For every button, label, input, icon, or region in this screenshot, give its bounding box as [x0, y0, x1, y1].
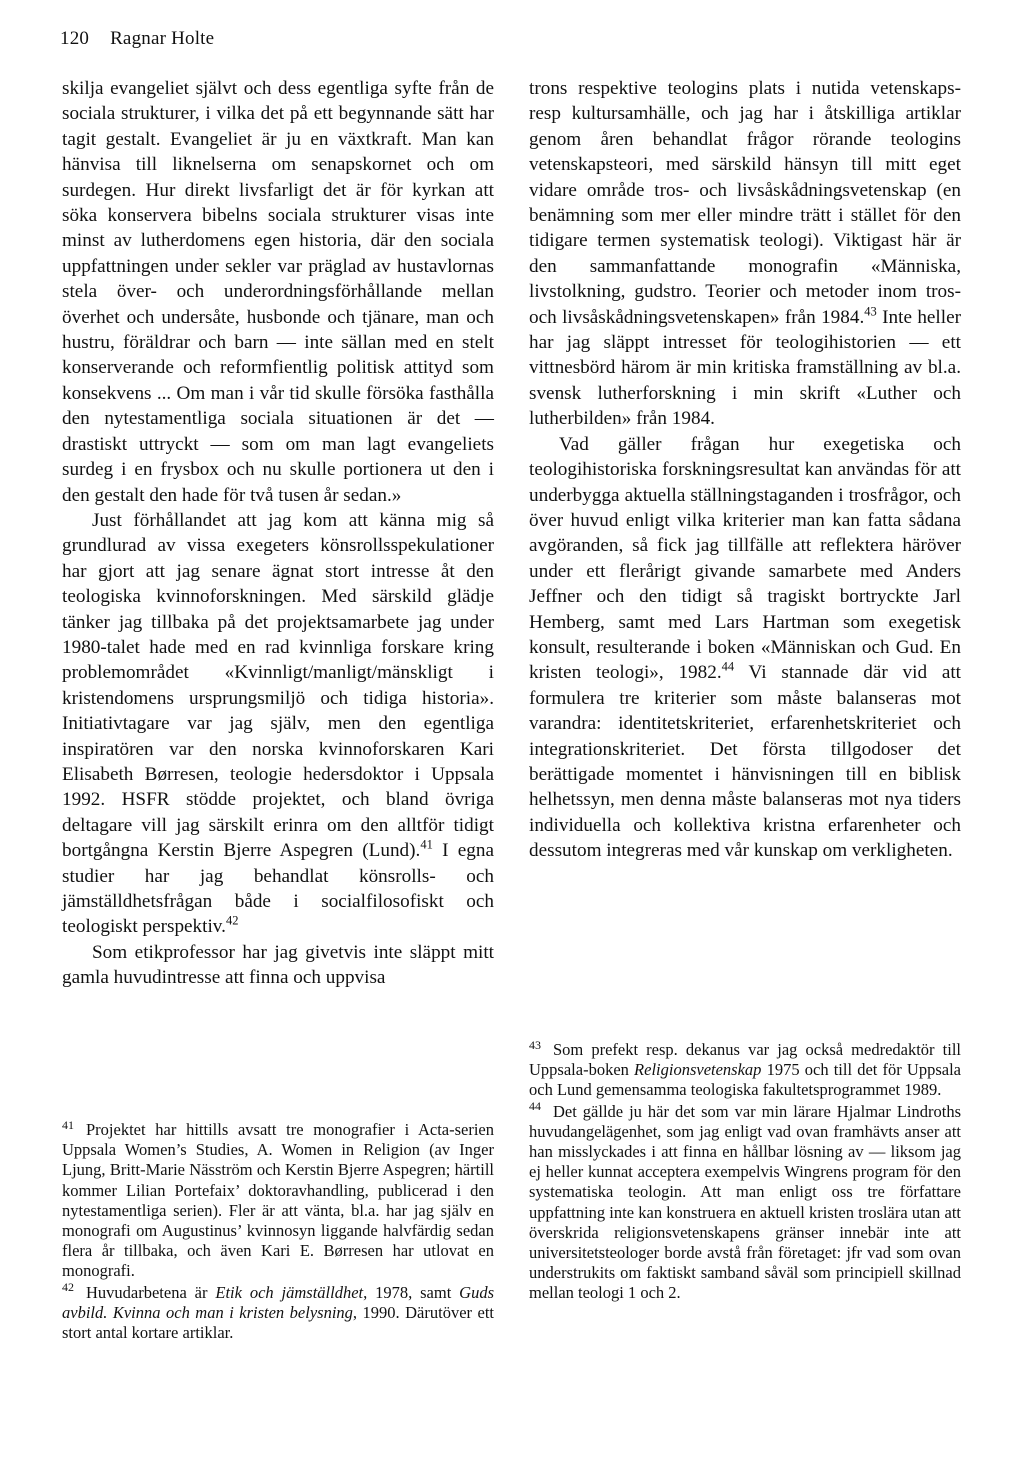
paragraph-text: Inte heller har jag släppt intresset för teologihistorien — ett vittnesbörd härom är min kritiska framställning av bl.a. svensk lutherforskning i min skrift «Luther och lutherbilden» från 1984. — [529, 306, 961, 430]
paragraph — [529, 76, 961, 432]
footnote-text: Projektet har hittills avsatt tre monografier i Acta-serien Uppsala Women’s Studies, A. Women in Religion (av Inger Ljung, Britt-Marie Näsström och Kerstin Bjerre Aspegren; härtill kommer Lilian Portefaix’ doktoravhandling, publicerad i den nytestamentliga serien). Fler är att vänta, bl.a. har jag själv en monografi om Augustinus’ kvinnosyn liggande halvfärdig sedan flera år tillbaka, och även Kari E. Børresen har utlovat en monografi. — [62, 1120, 494, 1281]
footnote-ref[interactable]: 44 — [721, 659, 735, 674]
running-title: Ragnar Holte — [110, 28, 215, 49]
paragraph-text: Just förhållandet att jag kom att känna mig så grundlurad av vissa exegeters könsrollsspekulationer har gjort att jag senare ägnat stort intresse åt den teologiska kvinnoforskningen. Med särskild glädje tänker jag tillbaka på det projektsamarbete jag under 1980-talet hade med en rad kvinnliga forskare kring problemområdet «Kvinnligt/manligt/mänskligt i kristendomens ursprungsmiljö och tidiga historia». Initiativtagare var jag själv, men den egentliga inspiratören var den norska kvinnoforskaren Kari Elisabeth Børresen, teologie hedersdoktor i Uppsala 1992. HSFR stödde projektet, och bland övriga deltagare vill jag särskilt erinra om den alltför tidigt bortgångna Kerstin Bjerre Aspegren (Lund). — [62, 509, 494, 862]
paragraph-text: trons respektive teologins plats i nutida vetenskaps- resp kultursamhälle, och jag har i åtskilliga artiklar genom åren behandlat frågor rörande teologins vetenskapsteori, med särskild hänsyn till mitt eget vidare område tros- och livsåskådningsvetenskap (en benämning som mer eller mindre trätt i stället för den tidigare termen systematisk teologi). Viktigast här är den sammanfattande monografin «Människa, livstolkning, gudstro. Teorier och metoder inom tros- och livsåskådningsvetenskapen» från 1984. — [529, 78, 961, 328]
paragraph-text: Vi stannade där vid att formulera tre kriterier som måste balanseras mot varandra: identitetskriteriet, erfarenhetskriteriet och integrationskriteriet. Det första tillgodoser det berättigade momentet i hänvisningen till en biblisk helhetssyn, men denna måste balanseras mot nya tiders individuella och kollektiva kristna erfarenheter och dessutom integreras med vår kunskap om verkligheten. — [529, 662, 961, 862]
footnote-ref[interactable]: 41 — [420, 837, 433, 852]
footnote — [529, 1037, 961, 1101]
footnote-text: Som prefekt resp. dekanus var jag också medredaktör till Uppsala-boken — [529, 1040, 961, 1080]
paragraph — [62, 508, 494, 940]
footnotes-right — [529, 1037, 961, 1305]
page-number: 120 — [60, 28, 90, 49]
book-title: Religionsvetenskap — [634, 1060, 762, 1080]
footnote — [62, 1117, 494, 1282]
footnote-number: 44 — [529, 1099, 541, 1114]
paragraph: skilja evangeliet självt och dess egentliga syfte från de sociala strukturer, i vilka det på ett begynnande sätt har tagit gestalt. Evangeliet är ju en växtkraft. Man kan hänvisa till liknelserna om senapskornet och om surdegen. Hur direkt livsfarligt det är för kyrkan att söka konservera bibelns sociala strukturer visas inte minst av lutherdomens egen historia, där den sociala uppfattningen under sekler var präglad av hustavlornas stela över- och underordningsförhållande mellan överhet och undersåte, husbonde och tjänare, man och hustru, föräldrar och barn — inte sällan med en stelt konserverande och reformfientlig politisk attityd som konsekvens ... Om man i vår tid skulle försöka fasthålla den nytestamentliga sociala situationen är det — drastiskt uttryckt — som om man lagt evangeliets surdeg i en frysbox och nu skulle portionera ut den i den gestalt den hade för två tusen år sedan.» — [62, 78, 494, 506]
footnote — [529, 1099, 961, 1304]
left-text-column — [62, 76, 494, 991]
book-title: Etik och jämställdhet — [215, 1282, 364, 1302]
footnote-number: 41 — [62, 1117, 74, 1132]
right-text-column — [529, 76, 961, 864]
running-header — [60, 28, 214, 50]
footnote-number: 42 — [62, 1280, 74, 1295]
footnote-text: Det gällde ju här det som var min lärare Hjalmar Lindroths huvudangelägenhet, som jag enligt vad ovan framhävts anser att han misslyckades i att finna en hållbar lösning av — liksom jag ej heller kunnat acceptera exempelvis Wingrens program för den systematiska teologin. Att man enligt oss tre författare uppfattning inte kan konstruera en aktuell kristen troslära utan att överskrida religionsvetenskapens gränser innebär inte att universitetsteologer borde avstå från företaget: jfr vad som ovan understrukits om faktiskt samband såväl som principiell skillnad mellan teologi 1 och 2. — [529, 1101, 961, 1303]
footnote-number: 43 — [529, 1037, 541, 1052]
footnote — [62, 1280, 494, 1344]
paragraph-text: I egna studier har jag behandlat könsrolls- och jämställdhetsfrågan både i socialfilosofiskt och teologiskt perspektiv. — [62, 840, 494, 938]
footnote-text: , 1978, samt — [363, 1282, 460, 1302]
paragraph-text: Vad gäller frågan hur exegetiska och teologihistoriska forskningsresultat kan användas för att underbygga aktuella ställningstaganden i trosfrågor, och över huvud enligt vilka kriterier man kan fatta sådana avgöranden, så fick jag tillfälle att reflektera häröver under ett flerårigt givande samarbete med Anders Jeffner och den tidigt så tragiskt bortryckte Jarl Hemberg, samt med Lars Hartman som exegetisk konsult, resulterande i boken «Människan och Gud. En kristen teologi», 1982. — [529, 433, 961, 684]
footnote-ref[interactable]: 43 — [864, 304, 877, 319]
footnotes-left — [62, 1117, 494, 1344]
paragraph — [529, 432, 961, 864]
book-title: Guds avbild. Kvinna och man i kristen belysning — [62, 1282, 494, 1322]
footnote-text: 1975 och till det för Uppsala och Lund gemensamma teologiska fakultetsprogrammet 1989. — [529, 1060, 961, 1100]
footnote-text: Huvudarbetena är — [86, 1282, 216, 1302]
footnote-ref[interactable]: 42 — [225, 914, 239, 929]
paragraph: Som etikprofessor har jag givetvis inte släppt mitt gamla huvudintresse att finna och uppvisa — [62, 941, 494, 989]
footnote-text: , 1990. Därutöver ett stort antal kortare artiklar. — [62, 1302, 494, 1343]
